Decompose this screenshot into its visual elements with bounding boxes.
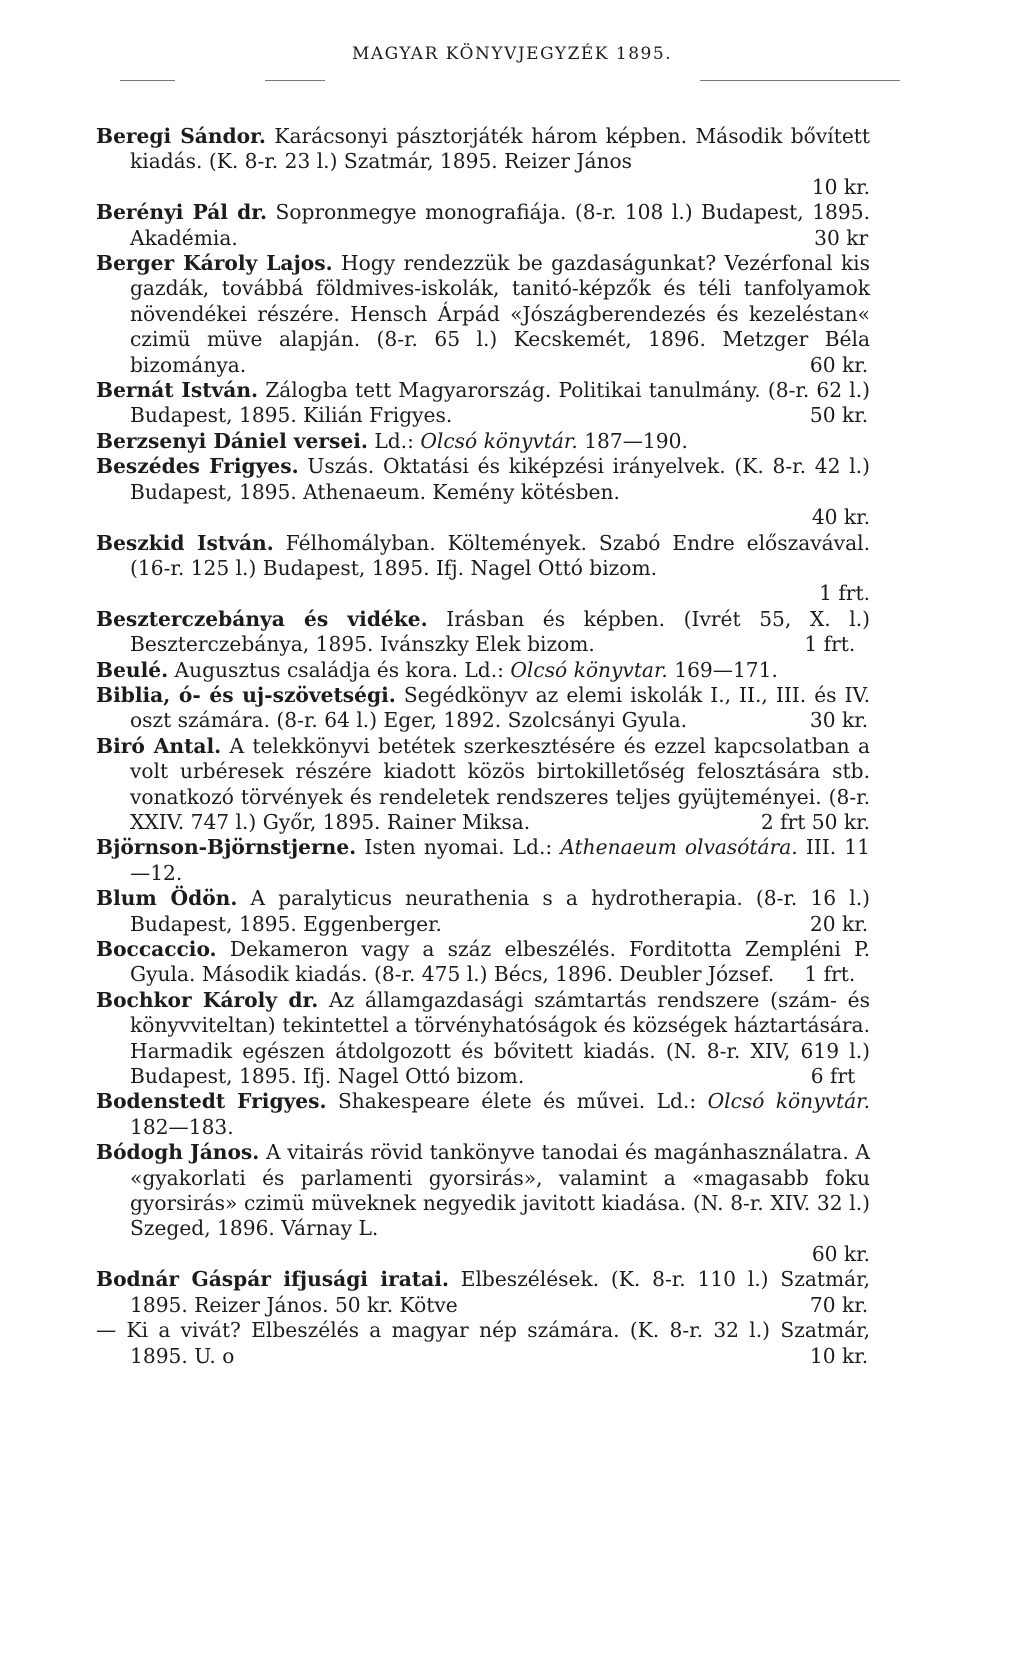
entry-author: Beregi Sándor.	[96, 124, 266, 148]
entry-text: Uszás. Oktatási és kiképzési irányelvek. (K. 8-r. 42 l.) Budapest, 1895. Athenaeum. Kemény kötésben.	[130, 454, 870, 504]
entry-text: Elbeszélések. (K. 8-r. 110 l.) Szatmár, 1895. Reizer János. 50 kr. Kötve	[130, 1267, 870, 1317]
catalog-entry-beregi	[96, 124, 870, 200]
catalog-entry-biro	[96, 734, 870, 836]
catalog-entry-beszkid	[96, 531, 870, 607]
entry-text: Augusztus családja és kora. Ld.:	[174, 657, 504, 682]
entry-text: A telekkönyvi betétek szerkesztésére és ezzel kapcsolatban a volt urbéresek részére kiadott közös birtokilletőség felosztására stb. vonatkozó törvények és rendeletek rendszeres teljes gyüjteményei. (8-r. XXIV. 747 l.) Győr, 1895. Rainer Miksa.	[130, 733, 871, 834]
entry-price: 60 kr.	[809, 352, 869, 377]
catalog-entry-bernat	[96, 378, 870, 429]
entry-author: Biró Antal.	[96, 733, 222, 758]
catalog-entry-boccaccio	[96, 937, 870, 988]
header-rule	[700, 80, 900, 81]
catalog-entry-beszedes	[96, 454, 870, 530]
entry-author: Beszkid István.	[96, 530, 274, 555]
entry-series: Olcsó könyvtar.	[510, 657, 668, 682]
entry-author: Bernát István.	[96, 378, 259, 403]
entry-price: 70 kr.	[809, 1292, 869, 1317]
running-head: MAGYAR KÖNYVJEGYZÉK 1895.	[351, 44, 673, 64]
catalog-entry-bochkor	[96, 988, 870, 1090]
entry-author: — Ki a vivát?	[96, 1318, 241, 1343]
catalog-entry-ki-a-vivat	[96, 1318, 870, 1369]
catalog-entry-beszterczebanya	[96, 607, 870, 658]
catalog-entry-berenyi	[96, 200, 870, 251]
entry-price: 30 kr	[814, 225, 869, 250]
entry-author: Bódogh János.	[96, 1140, 260, 1165]
entry-author: Boccaccio.	[96, 937, 217, 961]
header-rule	[120, 80, 175, 81]
entry-text: Shakespeare élete és művei. Ld.:	[337, 1089, 697, 1114]
entry-text: Sopronmegye monografiája. (8-r. 108 l.) Budapest, 1895. Akadémia.	[130, 200, 870, 250]
catalog-entry-bjornson	[96, 835, 870, 886]
catalog-entry-beule	[96, 658, 870, 683]
entry-text: Karácsonyi pásztorjáték három képben. Második bővített kiadás. (K. 8-r. 23 l.) Szatmár, 1895. Reizer János	[130, 124, 870, 174]
entry-author: Berzsenyi Dániel versei.	[96, 428, 368, 453]
entry-text: Az államgazdasági számtartás rendszere (szám- és könyvviteltan) tekintettel a törvényhatóságok és községek háztartására. Harmadik egészen átdolgozott és bővitett kiadás. (N. 8-r. XIV, 619 l.) Budapest, 1895. Ifj. Nagel Ottó bizom.	[130, 987, 870, 1089]
entry-author: Bodenstedt Frigyes.	[96, 1089, 327, 1114]
entry-text: Ld.:	[374, 428, 414, 453]
entry-series-range: 169—171.	[674, 657, 778, 682]
entry-text: Isten nyomai. Ld.:	[364, 835, 553, 860]
entry-author: Biblia, ó- és uj-szövetségi.	[96, 682, 396, 707]
entry-price: 10 kr.	[811, 174, 870, 199]
entry-text: Segédkönyv az elemi iskolák I., II., III. és IV. oszt számára. (8-r. 64 l.) Eger, 1892. Szolcsányi Gyula.	[130, 682, 870, 733]
catalog-entry-biblia	[96, 683, 870, 734]
entry-text: Zálogba tett Magyarország. Politikai tanulmány. (8-r. 62 l.) Budapest, 1895. Kilián Frigyes.	[130, 378, 871, 428]
entry-author: Beszterczebánya és vidéke.	[96, 606, 428, 631]
entry-text: A vitairás rövid tankönyve tanodai és magánhasználatra. A «gyakorlati és parlamenti gyorsirás», valamint a «magasabb foku gyorsirás» czimü müveknek negyedik javitott kiadása. (N. 8-r. XIV. 32 l.) Szeged, 1896. Várnay L.	[130, 1140, 870, 1241]
entry-series: Olcsó könyvtár.	[420, 428, 578, 453]
entry-author: Björnson-Björnstjerne.	[96, 835, 357, 860]
entry-text: Irásban és képben. (Ivrét 55, X. l.) Beszterczebánya, 1895. Ivánszky Elek bizom.	[130, 606, 871, 657]
catalog-entry-bodogh	[96, 1140, 870, 1267]
entry-text: Dekameron vagy a száz elbeszélés. Forditotta Zempléni P. Gyula. Második kiadás. (8-r. 475 l.) Bécs, 1896. Deubler József.	[130, 937, 870, 987]
entry-price: 2 frt 50 kr.	[760, 809, 870, 834]
entry-author: Beulé.	[96, 657, 169, 682]
entry-price: 20 kr.	[809, 911, 869, 936]
entry-price: 30 kr.	[809, 708, 869, 733]
entry-series: Athenaeum olvasótára.	[560, 835, 798, 860]
entry-series-range: 182—183.	[130, 1114, 234, 1139]
catalog-entry-berger	[96, 251, 870, 378]
entry-text: Hogy rendezzük be gazdaságunkat? Vezérfonal kis gazdák, továbbá földmives-iskolák, tanitó-képzők és téli tanfolyamok növendékei részére. Hensch Árpád «Jószágberendezés és kezeléstan« czimü müve alapján. (8-r. 65 l.) Kecskemét, 1896. Metzger Béla bizománya.	[130, 251, 870, 377]
entry-price: 1 frt.	[804, 632, 856, 657]
entry-price: 6 frt	[810, 1064, 856, 1089]
entry-price: 10 kr.	[809, 1343, 869, 1368]
header-rule	[265, 80, 325, 81]
catalog-entry-bodnar	[96, 1267, 870, 1318]
entry-author: Berger Károly Lajos.	[96, 251, 333, 276]
entry-price: 50 kr.	[809, 403, 869, 428]
entry-price: 60 kr.	[811, 1241, 870, 1266]
entry-text: A paralyticus neurathenia s a hydrotherapia. (8-r. 16 l.) Budapest, 1895. Eggenberger.	[130, 886, 871, 936]
entry-author: Bodnár Gáspár ifjusági iratai.	[96, 1267, 449, 1292]
entry-price: 1 frt.	[804, 962, 856, 987]
entry-price: 40 kr.	[811, 505, 870, 530]
entry-series: Olcsó könyvtár.	[707, 1089, 870, 1114]
catalog-entry-bodenstedt	[96, 1089, 870, 1140]
entry-series-range: III. 11—12.	[130, 835, 870, 885]
entry-author: Beszédes Frigyes.	[96, 454, 299, 479]
catalog-entry-berzsenyi	[96, 429, 870, 454]
entry-price: 1 frt.	[819, 581, 870, 606]
entry-text: Elbeszélés a magyar nép számára. (K. 8-r. 32 l.) Szatmár, 1895. U. o	[130, 1318, 870, 1368]
catalog-entry-blum	[96, 886, 870, 937]
entry-list	[96, 124, 870, 1369]
entry-author: Bochkor Károly dr.	[96, 987, 319, 1012]
entry-series-range: 187—190.	[584, 428, 688, 453]
entry-author: Blum Ödön.	[96, 886, 238, 911]
entry-author: Berényi Pál dr.	[96, 200, 268, 225]
entry-text: Félhomályban. Költemények. Szabó Endre előszavával. (16-r. 125 l.) Budapest, 1895. Ifj. Nagel Ottó bizom.	[130, 530, 870, 580]
